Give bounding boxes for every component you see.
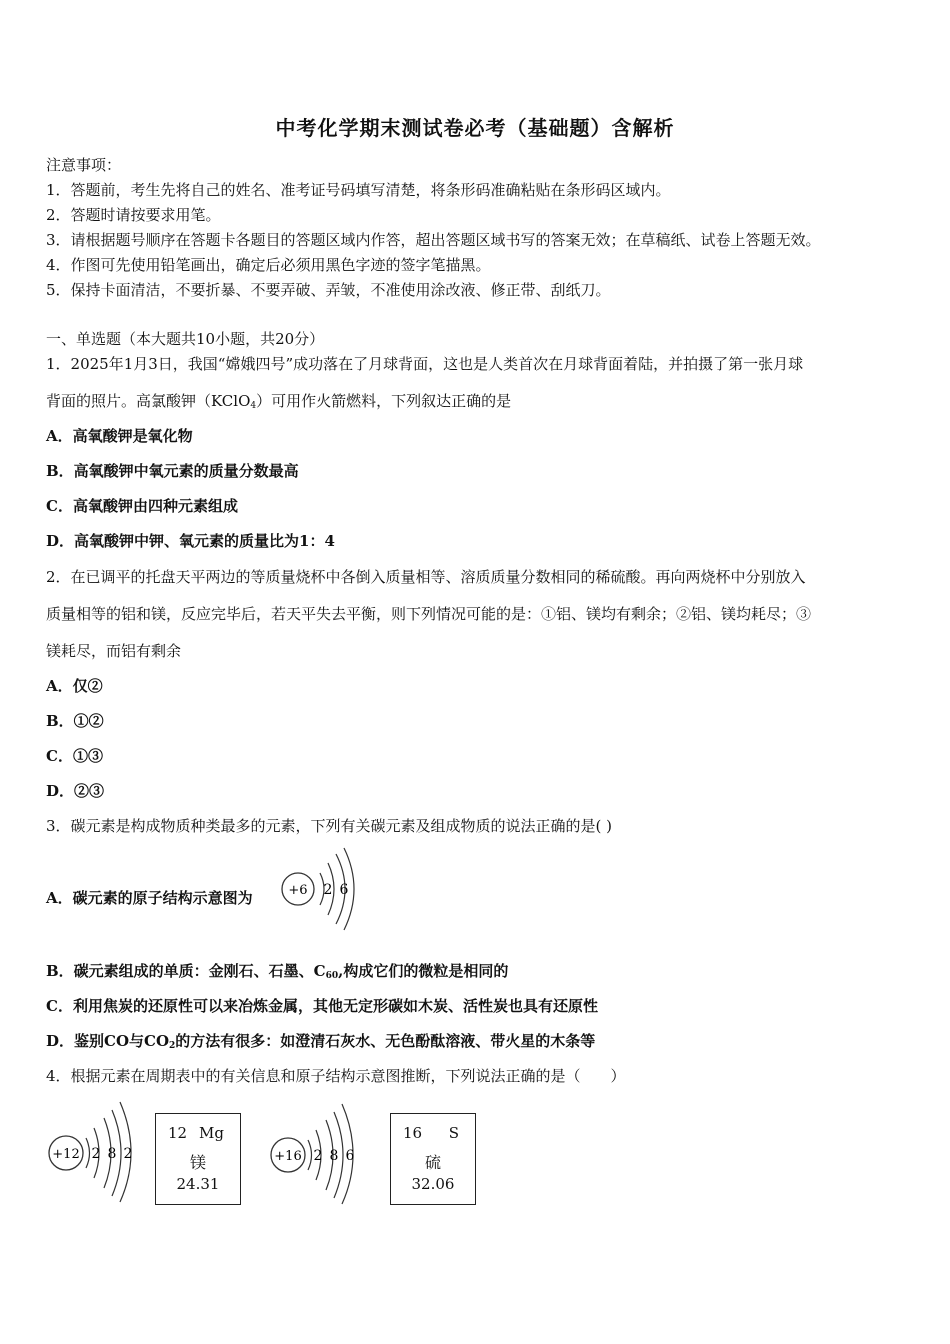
q1-option-a: A．高氧酸钾是氧化物: [46, 427, 193, 445]
shell-1-count: 2: [91, 1146, 101, 1162]
notice-item-5: 5．保持卡面清洁，不要折暴、不要弄破、弄皱，不准使用涂改液、修正带、刮纸刀。: [46, 281, 611, 299]
q3-option-b: B．碳元素组成的单质：金刚石、石墨、$C_{60}$,构成它们的微粒是相同的: [46, 962, 509, 981]
shell-2-count: 8: [107, 1146, 117, 1162]
section-heading: 一、单选题（本大题共10小题，共20分）: [46, 330, 325, 348]
element-cell-magnesium: [155, 1113, 241, 1205]
carbon-atom-diagram: [276, 846, 366, 932]
q3-stem: 3．碳元素是构成物质种类最多的元素，下列有关碳元素及组成物质的说法正确的是( ): [46, 817, 613, 835]
element-cell-sulfur: [390, 1113, 476, 1205]
electron-shell-1: [86, 1138, 90, 1168]
notice-item-2: 2．答题时请按要求用笔。: [46, 206, 221, 224]
atomic-number: 12: [168, 1124, 188, 1142]
shell-2-count: 6: [339, 882, 349, 898]
q3-option-c: C．利用焦炭的还原性可以来冶炼金属，其他无定形碳如木炭、活性炭也具有还原性: [46, 997, 598, 1015]
shell-1-count: 2: [323, 882, 333, 898]
nucleus-label: +16: [274, 1149, 302, 1164]
notice-item-1: 1．答题前，考生先将自己的姓名、准考证号码填写清楚，将条形码准确粘贴在条形码区域内。: [46, 181, 671, 199]
q2-stem-line2: 质量相等的铝和镁，反应完毕后，若天平失去平衡，则下列情况可能的是：①铝、镁均有剩余；②铝、镁均耗尽；③: [46, 605, 812, 623]
element-name: 硫: [424, 1153, 441, 1172]
q2-option-b: B．①②: [46, 712, 104, 730]
nucleus-label: +6: [288, 883, 308, 898]
shell-3-count: 2: [123, 1146, 133, 1162]
q2-option-c: C．①③: [46, 747, 103, 765]
notice-item-3: 3．请根据题号顺序在答题卡各题目的答题区域内作答，超出答题区域书写的答案无效；在草稿纸、试卷上答题无效。: [46, 231, 821, 249]
page-title: 中考化学期末测试卷必考（基础题）含解析: [275, 116, 675, 140]
sulfur-atom-diagram: [268, 1098, 368, 1206]
shell-3-count: 6: [345, 1148, 355, 1164]
element-name: 镁: [189, 1153, 206, 1172]
q1-option-b: B．高氧酸钾中氧元素的质量分数最高: [46, 462, 299, 480]
atomic-number: 16: [403, 1124, 423, 1142]
notice-heading: 注意事项：: [46, 156, 122, 174]
q4-stem: 4．根据元素在周期表中的有关信息和原子结构示意图推断，下列说法正确的是（ ）: [46, 1067, 626, 1085]
q3-option-d: D．鉴别CO与$CO_2$的方法有很多：如澄清石灰水、无色酚酞溶液、带火星的木条等: [46, 1032, 596, 1051]
shell-2-count: 8: [329, 1148, 339, 1164]
element-symbol: Mg: [199, 1124, 224, 1142]
q2-option-a: A．仅②: [46, 677, 103, 695]
electron-shell-1: [308, 1140, 312, 1170]
nucleus-label: +12: [52, 1147, 80, 1162]
element-symbol: S: [448, 1124, 459, 1142]
q1-option-c: C．高氧酸钾由四种元素组成: [46, 497, 238, 515]
q2-stem-line1: 2．在已调平的托盘天平两边的等质量烧杯中各倒入质量相等、溶质质量分数相同的稀硫酸。再向两烧杯中分别放入: [46, 568, 806, 586]
shell-1-count: 2: [313, 1148, 323, 1164]
q1-option-d: D．高氧酸钾中钾、氧元素的质量比为1：4: [46, 532, 335, 550]
q1-stem-line1: 1．2025年1月3日，我国“嫦娥四号”成功落在了月球背面，这也是人类首次在月球背面着陆，并拍摄了第一张月球: [46, 355, 804, 373]
atomic-mass: 32.06: [411, 1175, 455, 1193]
q2-stem-line3: 镁耗尽，而铝有剩余: [46, 642, 182, 660]
q1-stem-line2: 背面的照片。高氯酸钾（KClO$_4$）可用作火箭燃料，下列叙达正确的是: [46, 392, 512, 411]
q2-option-d: D．②③: [46, 782, 105, 800]
notice-item-4: 4．作图可先使用铅笔画出，确定后必须用黑色字迹的签字笔描黑。: [46, 256, 491, 274]
atomic-mass: 24.31: [176, 1175, 220, 1193]
q3-option-a: A．碳元素的原子结构示意图为: [46, 889, 253, 907]
magnesium-atom-diagram: [46, 1096, 146, 1204]
